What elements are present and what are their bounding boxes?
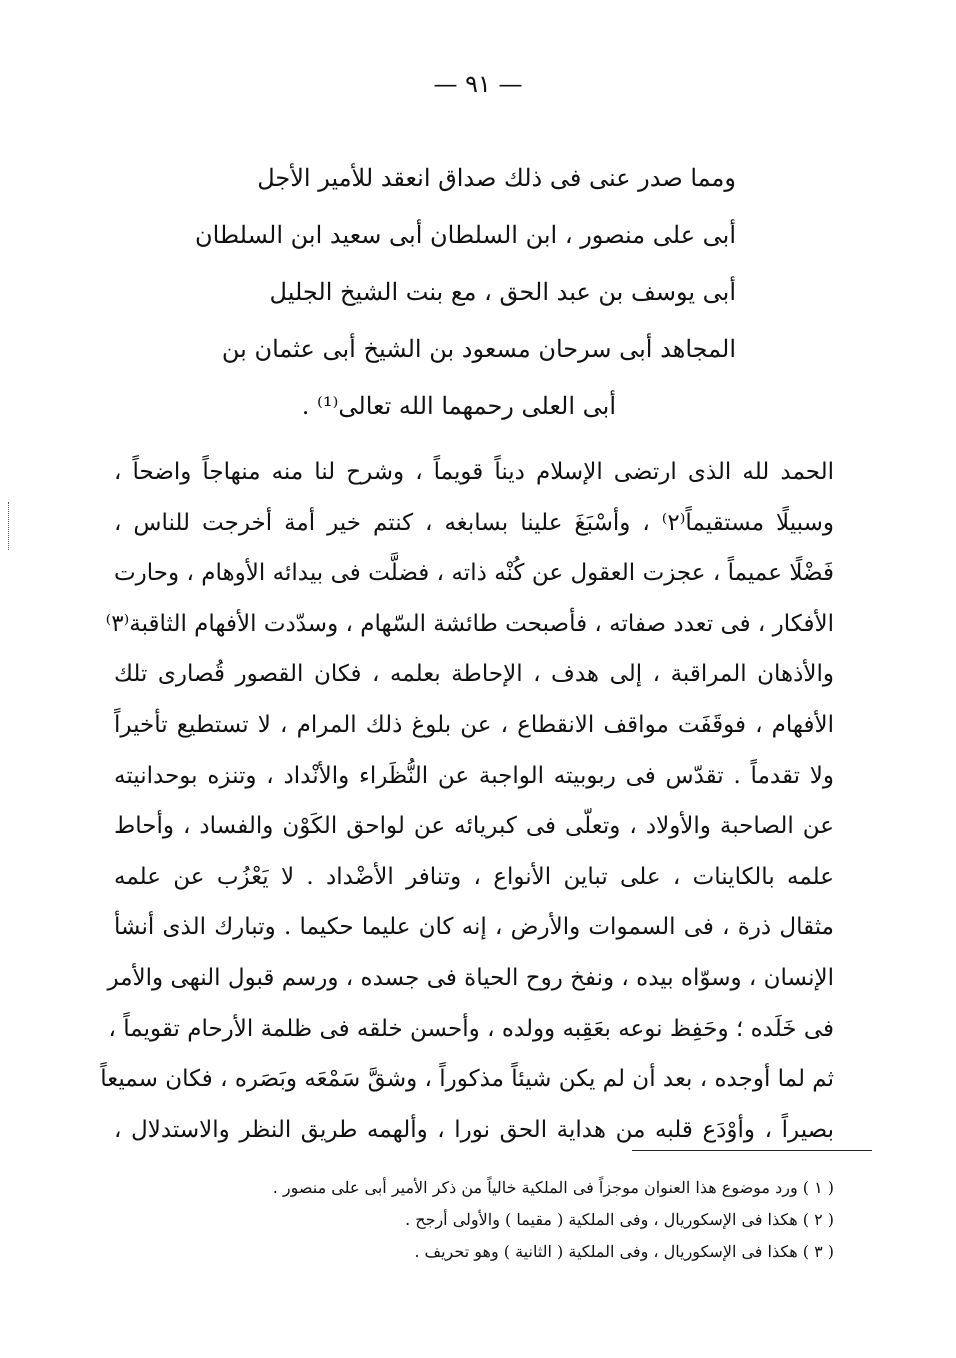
body-line: ولا تقدماً . تقدّس فى ربوبيته الواجبة عن النُّظَراء والأنْداد ، وتنزه بوحدانيته: [114, 762, 834, 789]
body-line: الأفهام ، فوقَفَت مواقف الانقطاع ، عن بلوغ ذلك المرام ، لا تستطيع تأخيراً: [114, 711, 834, 738]
page-number: — ٩١ —: [433, 70, 523, 98]
body-line: مثقال ذرة ، فى السموات والأرض ، إنه كان عليما حكيما . وتبارك الذى أنشأ: [114, 914, 834, 941]
heading-line: ومما صدر عنى فى ذلك صداق انعقد للأمير الأجل: [257, 164, 736, 192]
body-paragraph: [100, 447, 835, 1155]
section-heading: [195, 150, 736, 435]
footnote: ( ٣ ) هكذا فى الإسكوريال ، وفى الملكية ( الثانية ) وهو تحريف .: [414, 1242, 834, 1261]
footnotes: [154, 1172, 834, 1268]
body-line: فى خَلَده ؛ وحَفِظ نوعه بعَقِبه وولده ، وأحسن خلقه فى ظلمة الأرحام تقويماً ،: [108, 1015, 834, 1042]
body-line: الحمد لله الذى ارتضى الإسلام ديناً قويماً ، وشرح لنا منه منهاجاً واضحاً ،: [114, 459, 834, 485]
body-line: الإنسان ، وسوّاه بيده ، ونفخ روح الحياة فى جسده ، ورسم قبول النهى والأمر: [107, 964, 834, 991]
heading-line: أبى العلى رحمهما الله تعالى⁽¹⁾ .: [301, 392, 616, 420]
footnote: ( ٢ ) هكذا فى الإسكوريال ، وفى الملكية ( مقيما ) والأولى أرجح .: [405, 1210, 834, 1229]
footnote: ( ١ ) ورد موضوع هذا العنوان موجزاً فى الملكية خالياً من ذكر الأمير أبى على منصور .: [272, 1178, 834, 1197]
body-line: والأذهان المراقبة ، إلى هدف ، الإحاطة بعلمه ، فكان القصور قُصارى تلك: [114, 661, 834, 688]
body-line: الأفكار ، فى تعدد صفاته ، فأصبحت طائشة السّهام ، وسدّدت الأفهام الثاقبة⁽٣⁾: [105, 610, 834, 637]
body-line: ثم لما أوجده ، بعد أن لم يكن شيئاً مذكوراً ، وشقَّ سَمْعَه وبَصَره ، فكان سميعاً: [100, 1066, 834, 1093]
heading-line: أبى يوسف بن عبد الحق ، مع بنت الشيخ الجليل: [269, 278, 736, 306]
heading-line: المجاهد أبى سرحان مسعود بن الشيخ أبى عثمان بن: [221, 335, 736, 363]
body-line: بصيراً ، وأوْدَع قلبه من هداية الحق نورا ، وألهمه طريق النظر والاستدلال ،: [114, 1116, 834, 1143]
heading-line: أبى على منصور ، ابن السلطان أبى سعيد ابن السلطان: [195, 221, 736, 249]
body-line: علمه بالكاينات ، على تباين الأنواع ، وتنافر الأضْداد . لا يَعْزُب عن علمه: [114, 863, 834, 890]
body-line: عن الصاحبة والأولاد ، وتعلّى فى كبريائه عن لواحق الكَوْن والفساد ، وأحاط: [114, 813, 834, 840]
margin-mark: [8, 502, 11, 550]
body-line: فَضْلًا عميماً ، عجزت العقول عن كُنْه ذاته ، فضلَّت فى بيدائه الأوهام ، وحارت: [114, 560, 834, 587]
body-line: وسبيلًا مستقيماً⁽٢⁾ ، وأسْبَغَ علينا بسابغه ، كنتم خير أمة أخرجت للناس ،: [114, 509, 835, 536]
footnote-divider: [632, 1150, 872, 1151]
